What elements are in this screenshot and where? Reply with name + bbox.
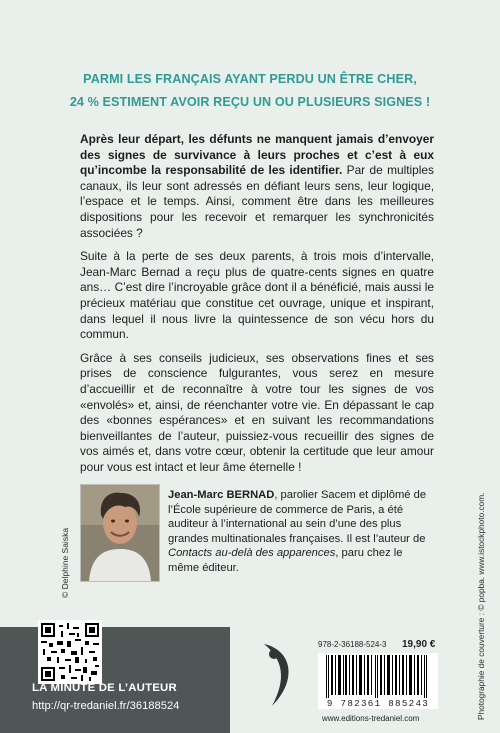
author-minute-url[interactable]: http://qr-tredaniel.fr/36188524 bbox=[32, 700, 180, 712]
cover-photo-credit bbox=[476, 470, 488, 720]
blurb-paragraph-3: Grâce à ses conseils judicieux, ses observations fines et ses prises de conscience fulgurantes, vous serez en mesure d’accueillir et de reconnaître à votre tour les signes de vos «envolés» et, ainsi, de réenchanter votre vie. En dépassant le cap des «bonnes espérances» et en suivant les recommandations bienveillantes de l’auteur, puissiez-vous recueillir des signes de vos aimés et, dans votre cœur, obtenir la certitude que leur amour pour vous est intact et leur âme éternelle ! bbox=[80, 350, 434, 474]
blurb-paragraph-2: Suite à la perte de ses deux parents, à trois mois d’intervalle, Jean-Marc Bernad a reçu plus de quatre-cents signes en quatre ans… C’est dire l’incroyable grâce dont il a bénéficié, mais aussi le précieux matériau que constitue cet ouvrage, unique et inspirant, dans lequel il nous livre la quintessence de son vécu hors du commun. bbox=[80, 249, 434, 342]
publisher-website[interactable]: www.editions-tredaniel.com bbox=[322, 714, 420, 723]
photo-credit bbox=[60, 488, 74, 598]
author-minute-label: LA MINUTE DE L’AUTEUR bbox=[32, 682, 177, 694]
publisher-swoosh-logo bbox=[258, 640, 298, 710]
headline-line-1: PARMI LES FRANÇAIS AYANT PERDU UN ÊTRE CHER, bbox=[83, 72, 417, 86]
author-photo bbox=[80, 484, 160, 582]
price: 19,90 € bbox=[402, 639, 436, 650]
headline-line-2: 24 % ESTIMENT AVOIR REÇU UN OU PLUSIEURS SIGNES ! bbox=[69, 95, 431, 109]
barcode-block bbox=[318, 640, 438, 726]
blurb-paragraph-1-rest: Par de multiples canaux, ils leur sont adressés en défiant leurs sens, leur logique, l’espace et le temps. Ainsi, comment être dans les meilleures dispositions pour les recevoir et remarquer les synchronicités associées ? bbox=[80, 163, 434, 240]
author-bio-part-2: , paru chez le même éditeur. bbox=[168, 547, 403, 574]
back-cover-headline bbox=[40, 68, 460, 114]
author-previous-book: Contacts au-delà des apparences bbox=[168, 547, 336, 560]
author-bio bbox=[168, 488, 436, 576]
blurb-lead-bold: Après leur départ, les défunts ne manquent jamais d’envoyer des signes de survivance à leurs proches et c’est à eux qu’incombe la responsabilité de les identifier. bbox=[80, 132, 434, 178]
barcode-digits: 9 782361 885243 bbox=[318, 698, 438, 709]
isbn-number: 978-2-36188-524-3 bbox=[318, 640, 387, 649]
cover-photo-credit-text: Photographie de couverture : © popba. www.istockphoto.com. bbox=[476, 492, 486, 720]
qr-code[interactable] bbox=[38, 620, 102, 684]
author-name: Jean-Marc BERNAD bbox=[168, 489, 275, 501]
ean-barcode bbox=[318, 653, 438, 701]
blurb-paragraph-1 bbox=[80, 132, 434, 241]
blurb bbox=[80, 132, 434, 483]
author-bio-part-1: , parolier Sacem et diplômé de l’École supérieure de commerce de Paris, a été auditeur à l’international au sein d’une des plus grandes multinationales françaises. Il est l’auteur de bbox=[168, 489, 427, 545]
author-minute-panel bbox=[0, 627, 230, 733]
photo-credit-text: © Delphine Saiska bbox=[60, 527, 70, 598]
